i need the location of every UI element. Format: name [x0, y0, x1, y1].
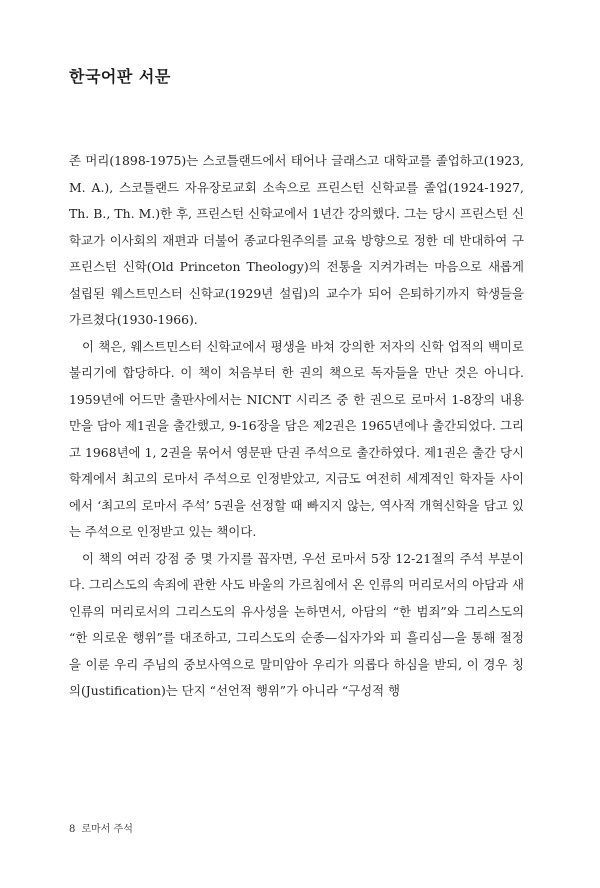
page-footer: [69, 820, 133, 835]
page-title: 한국어판 서문: [69, 67, 171, 86]
paragraph-2: 이 책은, 웨스트민스터 신학교에서 평생을 바쳐 강의한 저자의 신학 업적의 백미로 불리기에 합당하다. 이 책이 처음부터 한 권의 책으로 독자들을 만난 것은 아니다. 1959년에 어드만 출판사에서는 NICNT 시리즈 중 한 권으로 로마서 1-8장의 내용만을 담아 제1권을 출간했고, 9-16장을 담은 제2권은 1965년에나 출간되었다. 그리고 1968년에 1, 2권을 묶어서 영문판 단권 주석으로 출간하였다. 제1권은 출간 당시 학계에서 최고의 로마서 주석으로 인정받았고, 지금도 여전히 세계적인 학자들 사이에서 ‘최고의 로마서 주석’ 5권을 선정할 때 빠지지 않는, 역사적 개혁신학을 담고 있는 주석으로 인정받고 있는 책이다.: [69, 338, 524, 539]
paragraph-3: 이 책의 여러 강점 중 몇 가지를 꼽자면, 우선 로마서 5장 12-21절의 주석 부분이다. 그리스도의 속죄에 관한 사도 바울의 가르침에서 온 인류의 머리로서의 아담과 새 인류의 머리로서의 그리스도의 유사성을 논하면서, 아담의 “한 범죄”와 그리스도의 “한 의로운 행위”를 대조하고, 그리스도의 순종—십자가와 피 흘리심—을 통해 절정을 이룬 우리 주님의 중보사역으로 말미암아 우리가 의롭다 하심을 받되, 이 경우 칭의(Justification)는 단지 “선언적 행위”가 아니라 “구성적 행: [69, 550, 524, 698]
paragraph-1: 존 머리(1898-1975)는 스코틀랜드에서 태어나 글래스고 대학교를 졸업하고(1923, M. A.), 스코틀랜드 자유장로교회 소속으로 프린스턴 신학교를 졸업(1924-1927, Th. B., Th. M.)한 후, 프린스턴 신학교에서 1년간 강의했다. 그는 당시 프린스턴 신학교가 이사회의 재편과 더불어 종교다원주의를 교육 방향으로 정한 데 반대하여 구 프린스턴 신학(Old Princeton Theology)의 전통을 지켜가려는 마음으로 새롭게 설립된 웨스트민스터 신학교(1929년 설립)의 교수가 되어 은퇴하기까지 학생들을 가르쳤다(1930-1966).: [69, 153, 524, 327]
body-text: [69, 148, 524, 705]
page-number: 8: [69, 824, 76, 835]
running-title: 로마서 주석: [81, 824, 133, 835]
